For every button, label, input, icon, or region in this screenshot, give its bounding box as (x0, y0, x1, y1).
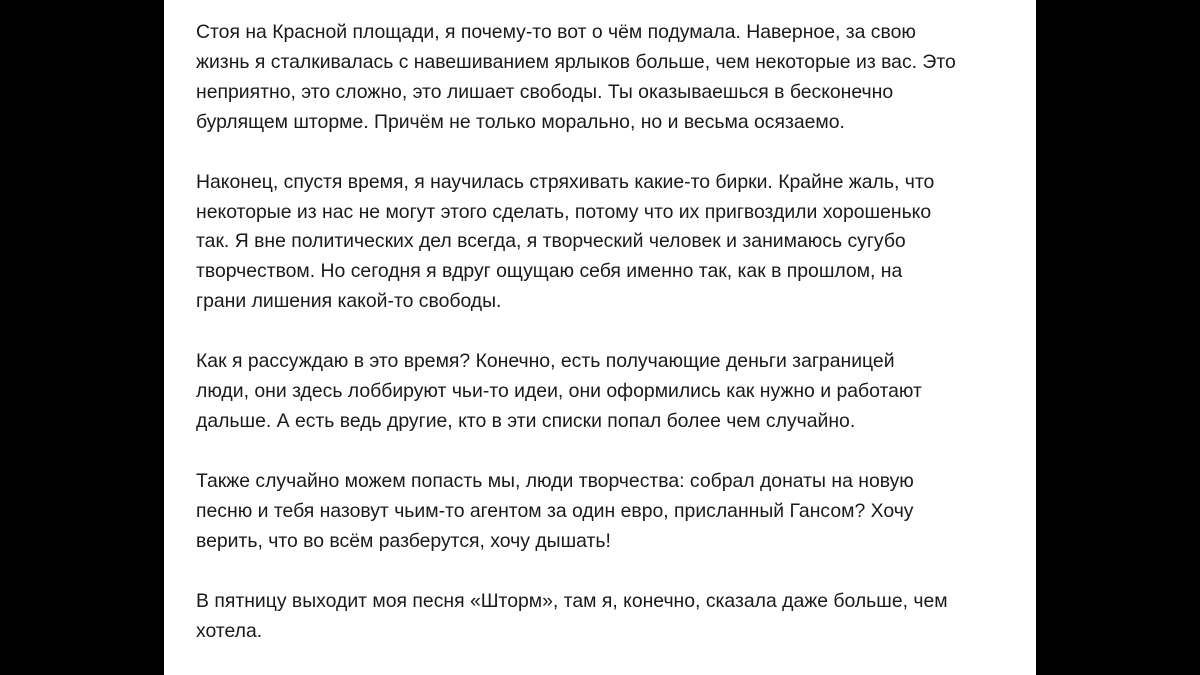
post-page (164, 0, 1036, 675)
paragraph-3: Как я рассуждаю в это время? Конечно, есть получающие деньги заграницей люди, они здесь лоббируют чьи-то идеи, они оформились как нужно и работают дальше. А есть ведь другие, кто в эти списки попал более чем случайно. (196, 350, 922, 432)
post-text (196, 18, 1016, 675)
paragraph-5: В пятницу выходит моя песня «Шторм», там я, конечно, сказала даже больше, чем хотела. (196, 589, 948, 642)
paragraph-1: Стоя на Красной площади, я почему-то вот о чём подумала. Наверное, за свою жизнь я сталкивалась с навешиванием ярлыков больше, чем некоторые из вас. Это неприятно, это сложно, это лишает свободы. Ты оказываешься в бесконечно бурлящем шторме. Причём не только морально, но и весьма осязаемо. (196, 21, 956, 133)
paragraph-2: Наконец, спустя время, я научилась стряхивать какие-то бирки. Крайне жаль, что некоторые из нас не могут этого сделать, потому что их пригвоздили хорошенько так. Я вне политических дел всегда, я творческий человек и занимаюсь сугубо творчеством. Но сегодня я вдруг ощущаю себя именно так, как в прошлом, на грани лишения какой-то свободы. (196, 170, 935, 313)
paragraph-4: Также случайно можем попасть мы, люди творчества: собрал донаты на новую песню и тебя назовут чьим-то агентом за один евро, присланный Гансом? Хочу верить, что во всём разберутся, хочу дышать! (196, 469, 914, 552)
